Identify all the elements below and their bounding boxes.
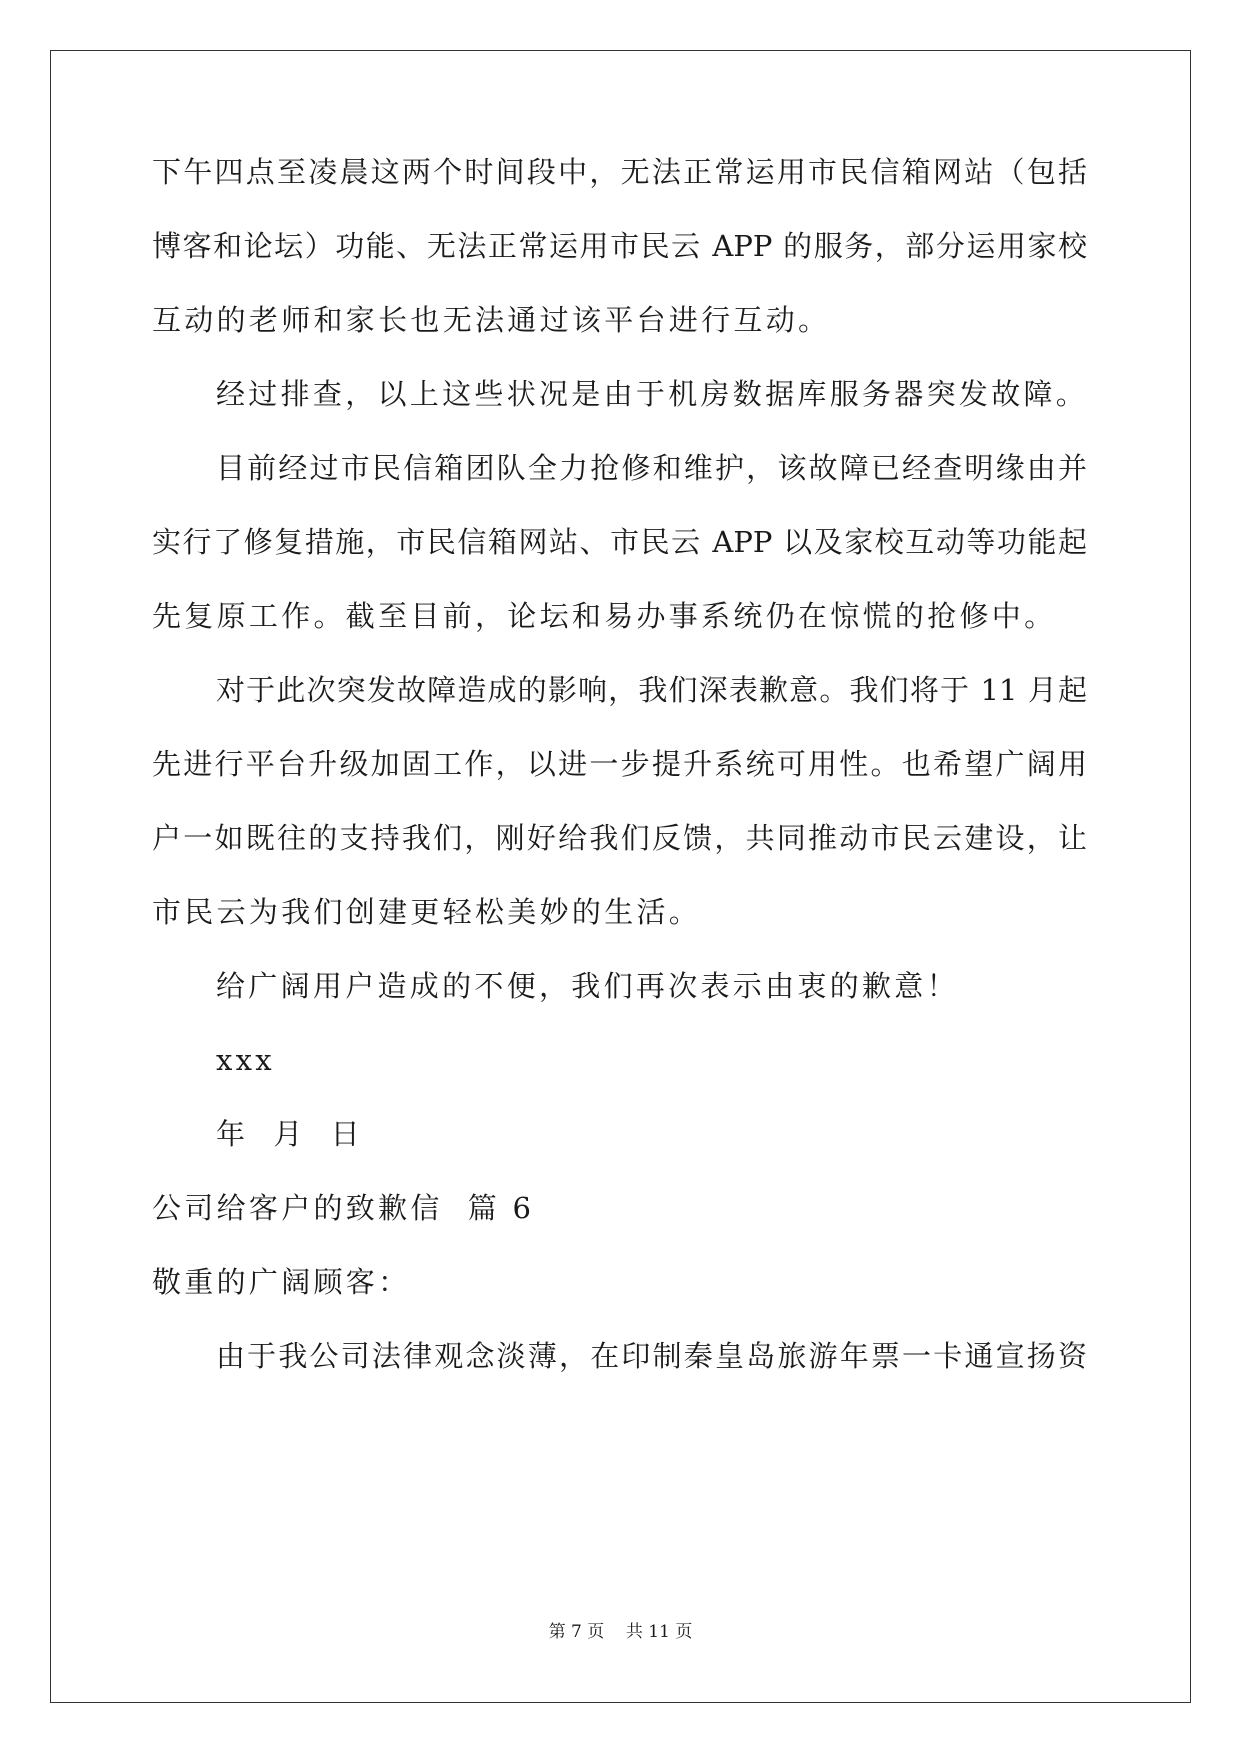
page-number: 第 7 页 共 11 页: [548, 1622, 693, 1642]
body-line: 经过排查，以上这些状况是由于机房数据库服务器突发故障。: [216, 377, 1089, 411]
page-border: [50, 50, 1191, 1703]
body-line: 对于此次突发故障造成的影响，我们深表歉意。我们将于 11 月起: [216, 673, 1087, 707]
body-line: 下午四点至凌晨这两个时间段中，无法正常运用市民信箱网站（包括: [152, 155, 1087, 189]
body-line: 博客和论坛）功能、无法正常运用市民云 APP 的服务，部分运用家校: [152, 229, 1087, 263]
body-line: 给广阔用户造成的不便，我们再次表示由衷的歉意！: [216, 969, 959, 1003]
salutation: 敬重的广阔顾客：: [152, 1265, 411, 1299]
body-line: 目前经过市民信箱团队全力抢修和维护，该故障已经查明缘由并: [216, 451, 1087, 485]
body-line: 先复原工作。截至目前，论坛和易办事系统仍在惊慌的抢修中。: [152, 599, 1057, 633]
body-line: 互动的老师和家长也无法通过该平台进行互动。: [152, 303, 831, 337]
body-line: 户一如既往的支持我们，刚好给我们反馈，共同推动市民云建设，让: [152, 821, 1087, 855]
section-heading: 公司给客户的致歉信 篇 6: [152, 1191, 535, 1225]
body-line: 由于我公司法律观念淡薄，在印制秦皇岛旅游年票一卡通宣扬资: [216, 1339, 1087, 1373]
body-line: 实行了修复措施，市民信箱网站、市民云 APP 以及家校互动等功能起: [152, 525, 1087, 559]
body-line: 市民云为我们创建更轻松美妙的生活。: [152, 895, 702, 929]
body-line: 先进行平台升级加固工作，以进一步提升系统可用性。也希望广阔用: [152, 747, 1087, 781]
signature: xxx: [216, 1043, 275, 1077]
date-line: 年 月 日: [216, 1117, 363, 1151]
